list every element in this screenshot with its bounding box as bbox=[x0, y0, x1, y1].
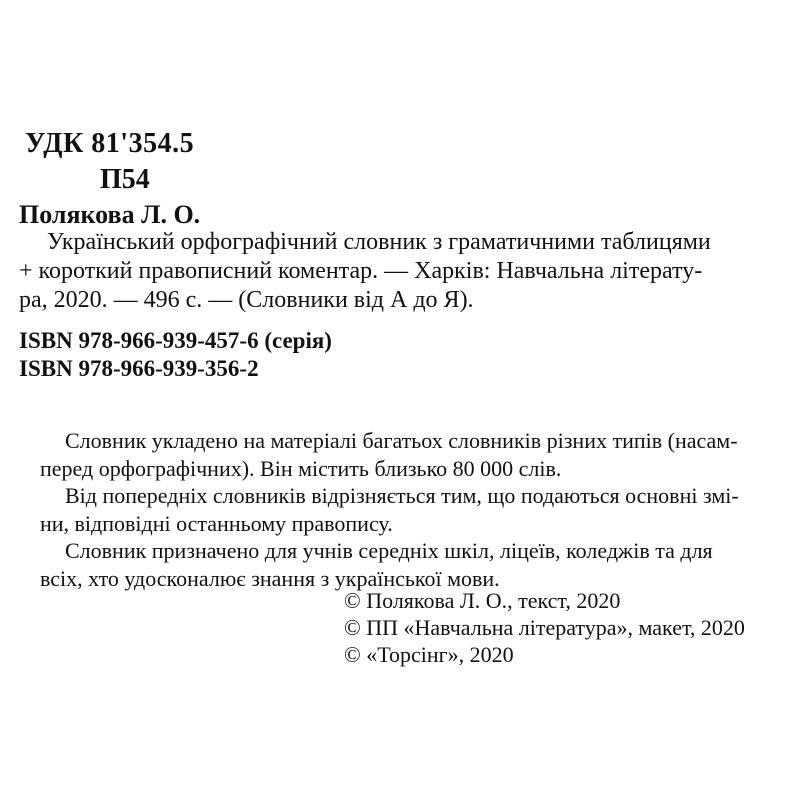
copyright-line: © ПП «Навчальна література», макет, 2020 bbox=[344, 615, 745, 640]
annotation-line: Від попередніх словників відрізняється тим, що подаються основні змі- bbox=[65, 483, 739, 508]
copyright-line: © Полякова Л. О., текст, 2020 bbox=[344, 588, 621, 613]
copyright-block bbox=[344, 587, 745, 668]
biblio-line: + короткий правописний коментар. — Харків: Навчальна літерату- bbox=[19, 258, 703, 284]
author-mark: П54 bbox=[100, 164, 150, 195]
author-name: Полякова Л. О. bbox=[19, 200, 201, 229]
isbn-series: ISBN 978-966-939-457-6 (серія) bbox=[19, 328, 332, 353]
biblio-line: ра, 2020. — 496 с. — (Словники від А до Я). bbox=[19, 287, 474, 313]
annotation-line: всіх, хто удосконалює знання з української мови. bbox=[40, 565, 500, 591]
annotation-line: Словник призначено для учнів середніх шкіл, ліцеїв, коледжів та для bbox=[65, 538, 713, 563]
annotation-line: ни, відповідні останньому правопису. bbox=[40, 510, 393, 536]
udk-code: УДК 81'354.5 bbox=[25, 128, 195, 159]
copyright-line: © «Торсінг», 2020 bbox=[344, 642, 514, 667]
bibliographic-description bbox=[19, 228, 797, 315]
annotation-line: перед орфографічних). Він містить близько 80 000 слів. bbox=[40, 455, 562, 481]
isbn-volume: ISBN 978-966-939-356-2 bbox=[19, 356, 259, 381]
annotation bbox=[40, 427, 795, 592]
annotation-line: Словник укладено на матеріалі багатьох словників різних типів (насам- bbox=[65, 428, 738, 453]
biblio-line: Український орфографічний словник з граматичними таблицями bbox=[47, 229, 711, 255]
